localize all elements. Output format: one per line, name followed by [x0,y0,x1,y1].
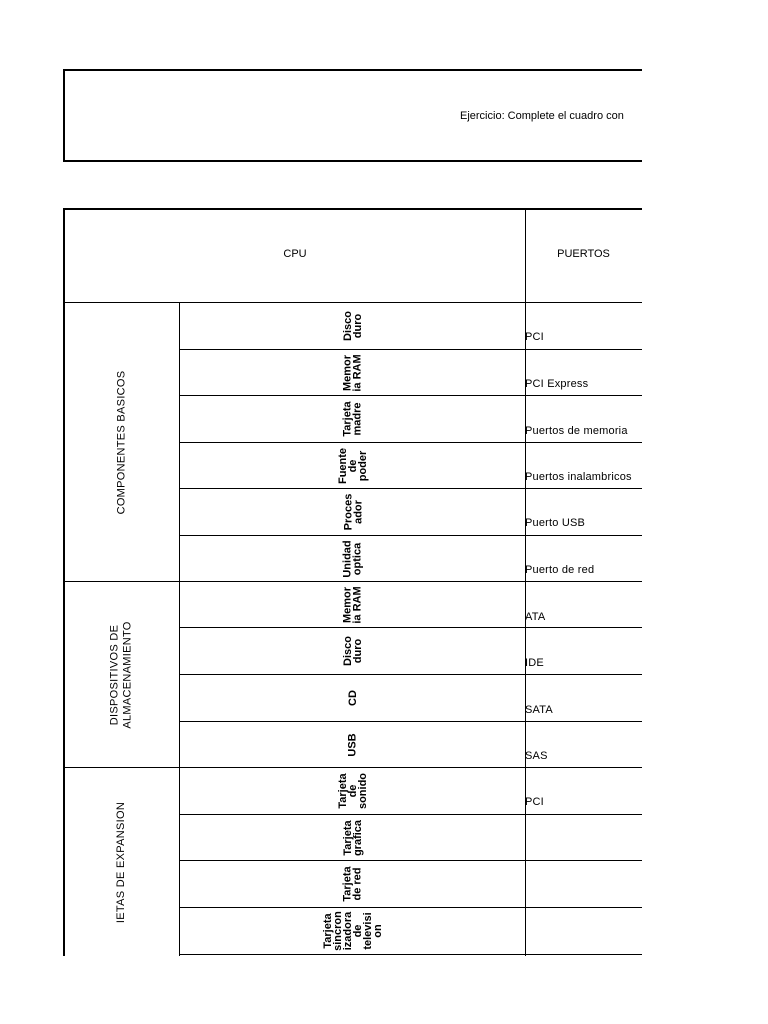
port-cell: Puerto USB [525,517,586,529]
port-cell: SATA [525,704,553,716]
component-column-divider [525,302,526,956]
port-cell: PCI Express [525,378,589,390]
group-label: COMPONENTES BASICOS [115,370,128,514]
component-cell: Unidad optica [342,539,364,578]
port-cell: Puerto de red [525,564,595,576]
cpu-header: CPU [283,248,307,260]
port-cell: PCI [525,796,544,808]
component-cell: Tarjeta sincron izadora de televisi on [321,911,384,951]
component-cell: Proces ador [341,493,364,531]
title-box [63,69,642,162]
components-table [63,208,642,956]
component-cell: USB [346,732,359,757]
table-bottom-line [179,954,642,955]
port-cell: SAS [525,750,548,762]
group-label: IETAS DE EXPANSION [115,801,128,923]
port-cell: Puertos inalambricos [525,471,632,483]
component-cell: Tarjeta de red [341,866,364,902]
port-cell: ATA [525,611,546,623]
component-cell: CD [346,690,359,706]
group-componentes-basicos [65,303,179,581]
group-almacenamiento [65,582,179,767]
table-border-top [63,208,642,210]
component-cell: Memor ia RAM [342,353,364,392]
group-label: DISPOSITIVOS DE ALMACENAMIENTO [108,620,134,729]
port-cell: Puertos de memoria [525,425,628,437]
port-cell: PCI [525,331,544,343]
component-cell: Memor ia RAM [342,585,364,624]
component-cell: Tarjeta grafica [341,819,364,856]
port-cell: IDE [525,657,544,669]
group-tarjetas-expansion [65,768,179,956]
component-cell: Disco duro [342,311,364,341]
component-cell: Disco duro [342,636,364,666]
puertos-header: PUERTOS [557,248,610,260]
component-cell: Tarjeta madre [341,401,364,437]
exercise-title: Ejercicio: Complete el cuadro con [460,110,624,122]
group-column-divider [179,302,180,956]
component-cell: Tarjeta de sonido [337,772,369,810]
component-cell: Fuente de poder [337,447,369,484]
